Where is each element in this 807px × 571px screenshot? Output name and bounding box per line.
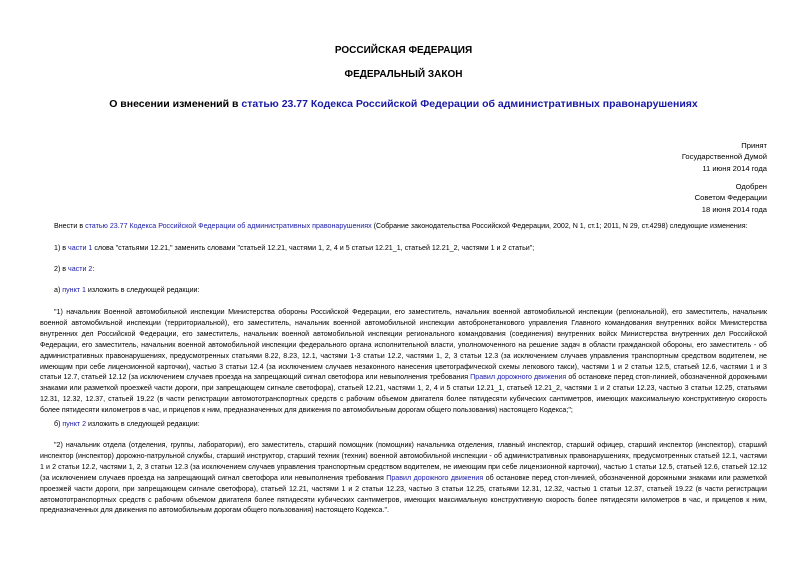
approved-line-3: 18 июня 2014 года [701,204,767,214]
law-title-link[interactable]: статью 23.77 Кодекса Российской Федерации об административных правонарушениях [241,98,698,110]
item-1-paragraph [40,243,767,254]
adopted-line-1: Принят [741,141,767,150]
intro-paragraph [40,221,767,232]
item-2a-link[interactable]: пункт 1 [62,286,86,294]
item-1-link[interactable]: части 1 [68,244,93,252]
item-2-paragraph [40,264,767,275]
item-2a-prefix: а) [54,286,63,294]
quote-2-part-2: об остановке перед стоп-линией, обозначенной дорожными знаками или разметкой проезжей части дороги, при запрещающем сигнале светофора), статьей 12.21, частями 1 и 2 статьи 12.23, частью 3 статьи 12.25, статьями 12.31, 12.32, частью 1 статьи 12.37, статьей 19.22 (в части регистрации автомототранспортных средств с рабочим объемом двигателя более пятидесяти кубических сантиметров, имеющих максимальную конструктивную скорость более пятидесяти километров в час, и прицепов к ним, предназначенных для движения по автомобильным дорогам общего пользования) настоящего Кодекса.". [40,473,767,515]
item-1-prefix: 1) в [54,244,69,252]
quote-1-part-1: "1) начальник Военной автомобильной инспекции Министерства обороны Российской Федерации, его заместитель, начальник военной автомобильной инспекции (региональной), его заместитель, начальник военной автомобильной инспекции (территориальной), его заместитель, начальник военной автомобильной инспекции автобронетанкового управления Главного командования внутренних войск Министерства внутренних дел Российской Федерации, его заместитель, начальник военной автомобильной инспекции регионального командования (соединения) внутренних войск Министерства внутренних дел Российской Федерации, его заместитель, начальник военной автомобильной инспекции федерального органа исполнительной власти, уполномоченного на решение задач в области гражданской обороны, его заместитель - об административных правонарушениях, предусмотренных статьями 8.22, 8.23, 12.1, частями 1-3 статьи 12.2, частями 1, 2, 3 статьи 12.3 (за исключением случаев управления транспортным средством водителем, не имеющим при себе лицензионной карточки), частью 3 статьи 12.4 (за исключением случаев незаконного нанесения цветографической схемы легкового такси), частями 1 и 2 статьи 12.5, статьей 12.6, частями 1 и 3 статьи 12.7, статьей 12.12 (за исключением случаев проезда на запрещающий сигнал светофора или невыполнения требования [40,308,767,382]
item-2a-paragraph [40,285,767,296]
item-2b-prefix: б) [54,420,63,428]
quote-1-link[interactable]: Правил дорожного движения [470,373,567,382]
item-2b-suffix: изложить в следующей редакции: [86,420,200,428]
item-2-link[interactable]: части 2 [68,265,93,273]
item-1-suffix: слова "статьями 12.21," заменить словами "статьей 12.21, частями 1, 2, 4 и 5 статьи 12.21_1, статьей 12.21_2, частями 1 и 2 статьи"; [92,244,535,252]
law-type-heading: ФЕДЕРАЛЬНЫЙ ЗАКОН [344,69,463,80]
adopted-line-3: 11 июня 2014 года [702,163,767,173]
intro-link[interactable]: статью 23.77 Кодекса Российской Федерации об административных правонарушениях [85,222,372,230]
approved-line-1: Одобрен [735,182,767,191]
law-title-prefix: О внесении изменений в [109,98,242,110]
intro-prefix: Внести в [54,222,86,230]
intro-suffix: (Собрание законодательства Российской Федерации, 2002, N 1, ст.1; 2011, N 29, ст.4298) следующие изменения: [371,222,748,230]
approved-line-2: Советом Федерации [694,193,767,203]
federation-heading: РОССИЙСКАЯ ФЕДЕРАЦИЯ [334,45,473,56]
adopted-line-2: Государственной Думой [681,152,767,162]
quote-1-paragraph [40,307,767,416]
item-2b-paragraph [40,419,767,430]
item-2b-link[interactable]: пункт 2 [62,420,87,428]
law-title [0,98,807,110]
quote-2-link[interactable]: Правил дорожного движения [386,473,484,482]
item-2-suffix: : [92,265,95,273]
approved-block [695,181,767,215]
quote-1-part-2: об остановке перед стоп-линией, обозначенной дорожными знаками или разметкой проезжей части дороги, при запрещающем сигнале светофора), статьей 12.21, частями 1, 2, 4 и 5 статьи 12.21_1, статьей 12.21_2, частями 1 и 2 статьи 12.23, частью 3 статьи 12.25, статьями 12.31, 12.32, 12.37, статьей 19.22 (в части регистрации автомототранспортных средств с рабочим объемом двигателя более пятидесяти кубических сантиметров, имеющих максимальную конструктивную скорость более пятидесяти километров в час, и прицепов к ним, предназначенных для движения по автомобильным дорогам общего пользования) настоящего Кодекса;"; [40,373,767,415]
item-2a-suffix: изложить в следующей редакции: [85,286,200,294]
quote-2-part-1: "2) начальник отдела (отделения, группы, лаборатории), его заместитель, старший помощник (помощник) начальника отделения, главный инспектор, старший офицер, старший инспектор (инспектор), старший инспектор (инспектор) дорожно-патрульной службы, старший инструктор, старший техник (техник) военной автомобильной инспекции - об административных правонарушениях, предусмотренных статьей 12.1, частями 1 и 2 статьи 12.2, частями 1, 2, 3 статьи 12.3 (за исключением случаев управления транспортным средством водителем, не имеющим при себе лицензионной карточки), частью 1 статьи 12.5, статьей 12.6, статьей 12.12 (за исключением случаев проезда на запрещающий сигнал светофора или невыполнения требования [40,441,767,482]
quote-2-paragraph [40,440,767,516]
adopted-block [682,140,767,174]
item-2-prefix: 2) в [54,265,69,273]
